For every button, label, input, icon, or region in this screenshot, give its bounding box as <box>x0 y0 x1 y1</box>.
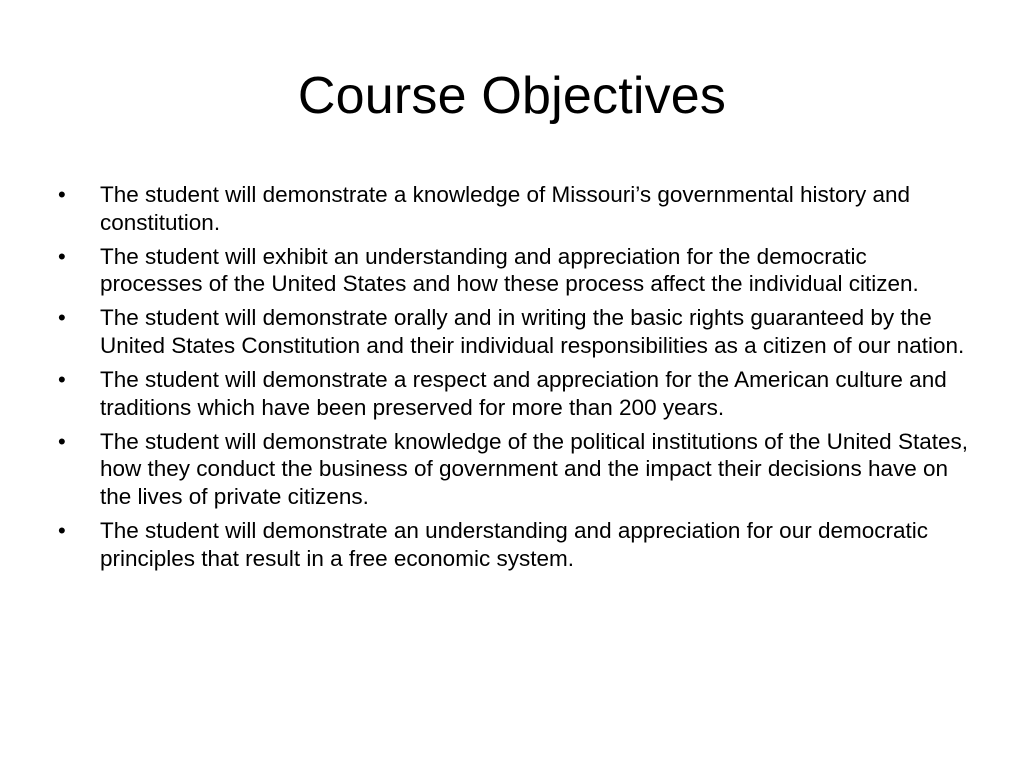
objective-text: The student will exhibit an understanding and appreciation for the democratic processes of the United States and how these process affect the individual citizen. <box>100 243 919 297</box>
objectives-list <box>58 181 968 579</box>
list-item <box>58 181 968 236</box>
objective-text: The student will demonstrate an understanding and appreciation for our democratic principles that result in a free economic system. <box>100 518 928 571</box>
bullet-icon: • <box>58 305 66 331</box>
bullet-icon: • <box>58 182 66 207</box>
list-item <box>58 243 968 298</box>
objective-text: The student will demonstrate a respect and appreciation for the American culture and traditions which have been preserved for more than 200 years. <box>100 367 947 420</box>
list-item <box>58 517 968 572</box>
objective-text: The student will demonstrate knowledge of the political institutions of the United States, how they conduct the business of government and the impact their decisions have on the lives of private citizens. <box>100 428 968 509</box>
bullet-icon: • <box>58 428 66 454</box>
list-item <box>58 304 968 359</box>
bullet-icon: • <box>58 243 66 269</box>
bullet-icon: • <box>58 367 66 393</box>
list-item <box>58 428 968 511</box>
objective-text: The student will demonstrate a knowledge of Missouri’s governmental history and constitution. <box>100 182 910 235</box>
slide-title: Course Objectives <box>297 67 727 125</box>
list-item <box>58 366 968 421</box>
bullet-icon: • <box>58 518 66 544</box>
objective-text: The student will demonstrate orally and in writing the basic rights guaranteed by the United States Constitution and their individual responsibilities as a citizen of our nation. <box>100 305 965 358</box>
